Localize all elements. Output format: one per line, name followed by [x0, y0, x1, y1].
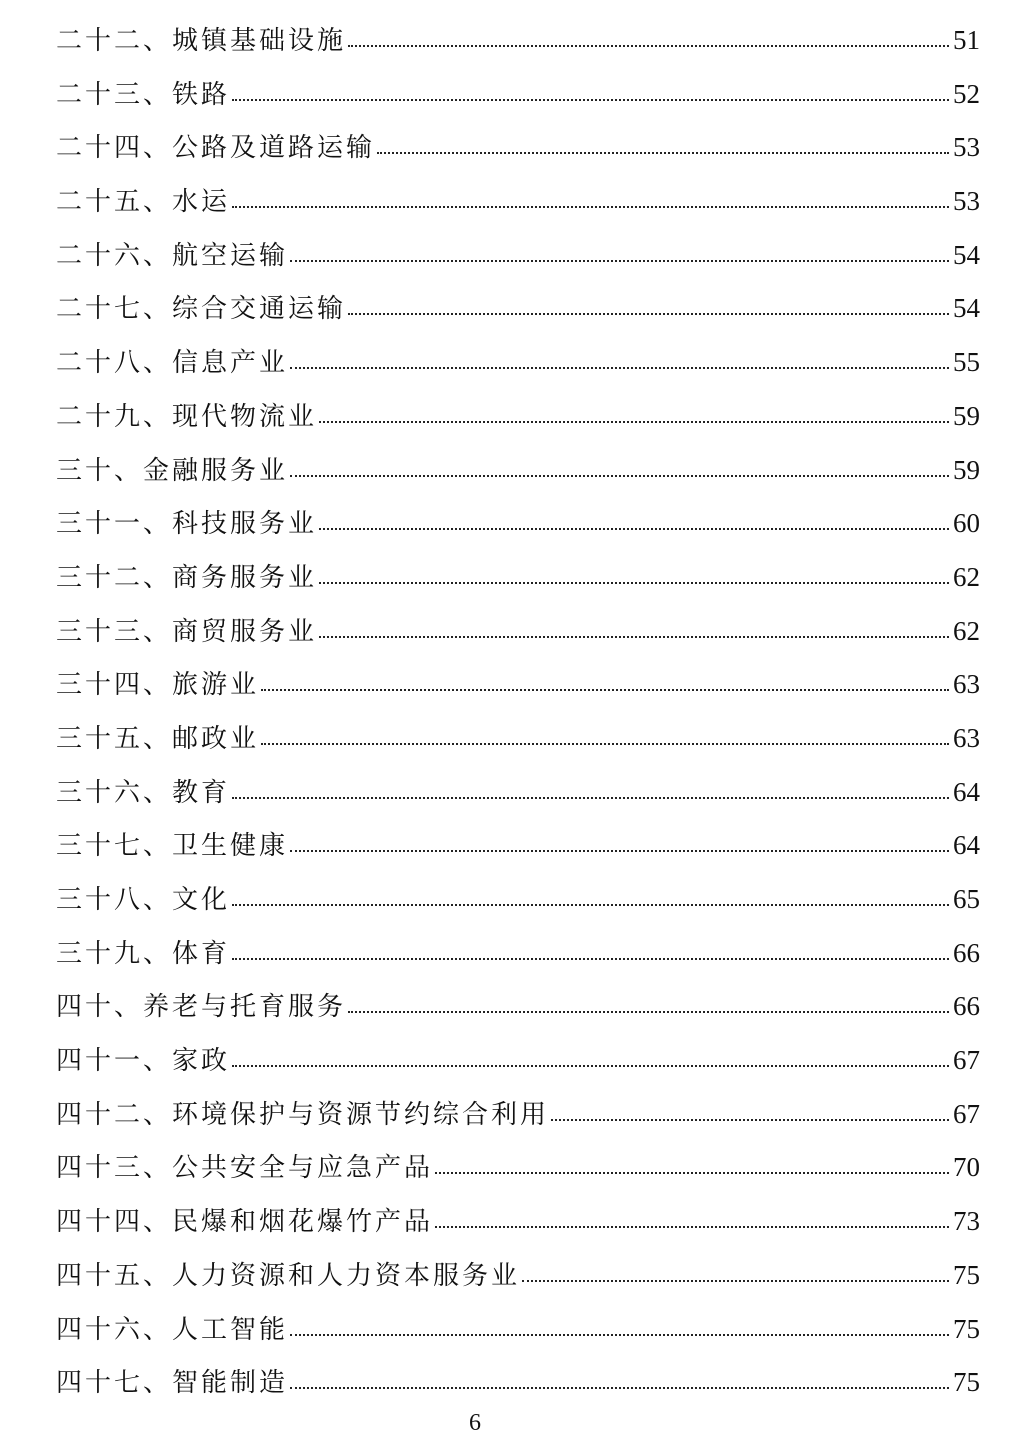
toc-entry[interactable] [56, 1088, 980, 1142]
toc-entry-page: 66 [953, 937, 980, 968]
toc-entry[interactable] [56, 229, 980, 283]
toc-entry-page: 53 [953, 186, 980, 217]
toc-entry-title: 三十八、文化 [56, 885, 231, 915]
table-of-contents [56, 14, 980, 1410]
toc-entry[interactable] [56, 121, 980, 175]
toc-dot-leader [348, 1011, 949, 1013]
toc-entry-title: 四十一、家政 [56, 1046, 231, 1077]
page-number: 6 [469, 1410, 481, 1436]
toc-entry-title: 三十一、科技服务业 [56, 509, 318, 540]
toc-entry-title: 四十七、智能制造 [56, 1368, 289, 1399]
toc-entry[interactable] [56, 980, 980, 1034]
toc-entry-title: 三十、金融服务业 [56, 455, 289, 486]
toc-entry-page: 62 [953, 615, 980, 646]
toc-dot-leader [551, 1119, 949, 1121]
toc-entry[interactable] [56, 1195, 980, 1249]
toc-entry[interactable] [56, 68, 980, 122]
toc-entry-title: 三十二、商务服务业 [56, 562, 318, 593]
toc-entry[interactable] [56, 444, 980, 498]
toc-dot-leader [319, 421, 949, 423]
toc-entry[interactable] [56, 282, 980, 336]
toc-entry[interactable] [56, 14, 980, 68]
toc-entry-page: 70 [953, 1152, 980, 1183]
toc-dot-leader [348, 45, 949, 47]
toc-entry-page: 63 [953, 722, 980, 753]
toc-dot-leader [232, 958, 949, 960]
toc-entry-page: 75 [953, 1313, 980, 1344]
toc-entry[interactable] [56, 390, 980, 444]
toc-entry[interactable] [56, 336, 980, 390]
toc-entry-page: 59 [953, 400, 980, 431]
toc-entry-page: 60 [953, 508, 980, 539]
toc-entry-page: 64 [953, 830, 980, 861]
toc-entry-title: 四十三、公共安全与应急产品 [56, 1153, 434, 1184]
toc-dot-leader [290, 475, 949, 477]
toc-entry-title: 四十六、人工智能 [56, 1314, 289, 1345]
toc-entry-page: 53 [953, 132, 980, 163]
toc-dot-leader [377, 152, 949, 154]
toc-entry[interactable] [56, 497, 980, 551]
toc-entry-title: 三十九、体育 [56, 938, 231, 969]
toc-entry[interactable] [56, 873, 980, 927]
toc-entry-title: 二十九、现代物流业 [56, 401, 318, 432]
toc-entry-page: 75 [953, 1259, 980, 1290]
toc-entry-page: 75 [953, 1367, 980, 1398]
toc-entry-page: 54 [953, 293, 980, 324]
toc-entry-title: 三十六、教育 [56, 777, 231, 808]
toc-entry-title: 二十六、航空运输 [56, 240, 289, 271]
toc-entry-page: 63 [953, 669, 980, 700]
toc-dot-leader [290, 850, 949, 852]
toc-dot-leader [290, 1387, 949, 1389]
toc-dot-leader [319, 636, 949, 638]
toc-entry-title: 四十二、环境保护与资源节约综合利用 [56, 1099, 550, 1130]
toc-dot-leader [232, 206, 949, 208]
toc-entry-title: 二十七、综合交通运输 [56, 294, 347, 325]
toc-entry[interactable] [56, 927, 980, 981]
toc-entry[interactable] [56, 175, 980, 229]
toc-entry-page: 55 [953, 347, 980, 378]
toc-dot-leader [435, 1172, 949, 1174]
toc-dot-leader [290, 1334, 949, 1336]
toc-dot-leader [319, 528, 949, 530]
toc-entry-title: 四十四、民爆和烟花爆竹产品 [56, 1207, 434, 1238]
toc-entry-page: 54 [953, 239, 980, 270]
toc-entry-page: 73 [953, 1206, 980, 1237]
toc-dot-leader [435, 1226, 949, 1228]
toc-entry[interactable] [56, 819, 980, 873]
toc-dot-leader [348, 313, 949, 315]
toc-entry-title: 二十八、信息产业 [56, 348, 289, 379]
toc-entry-page: 52 [953, 78, 980, 109]
toc-entry-title: 二十五、水运 [56, 187, 231, 218]
toc-dot-leader [319, 582, 949, 584]
toc-entry-page: 67 [953, 1098, 980, 1129]
toc-dot-leader [232, 797, 949, 799]
toc-entry-page: 51 [953, 25, 980, 55]
toc-entry[interactable] [56, 1249, 980, 1303]
toc-entry[interactable] [56, 1034, 980, 1088]
toc-entry[interactable] [56, 766, 980, 820]
toc-entry-title: 四十、养老与托育服务 [56, 992, 347, 1023]
toc-entry-title: 三十五、邮政业 [56, 723, 260, 754]
toc-entry-page: 65 [953, 884, 980, 914]
toc-dot-leader [522, 1280, 949, 1282]
toc-entry-title: 二十二、城镇基础设施 [56, 26, 347, 56]
toc-dot-leader [232, 1065, 949, 1067]
toc-dot-leader [232, 99, 949, 101]
toc-entry-page: 59 [953, 454, 980, 485]
toc-entry-title: 三十七、卫生健康 [56, 831, 289, 862]
toc-entry[interactable] [56, 712, 980, 766]
toc-entry[interactable] [56, 1141, 980, 1195]
toc-entry-page: 64 [953, 776, 980, 807]
toc-entry[interactable] [56, 1356, 980, 1410]
toc-entry-title: 二十四、公路及道路运输 [56, 133, 376, 164]
toc-entry-title: 二十三、铁路 [56, 79, 231, 110]
toc-dot-leader [290, 367, 949, 369]
toc-dot-leader [232, 904, 949, 906]
toc-entry-title: 三十四、旅游业 [56, 670, 260, 701]
toc-entry-page: 66 [953, 991, 980, 1022]
toc-entry[interactable] [56, 658, 980, 712]
toc-dot-leader [261, 743, 949, 745]
toc-entry[interactable] [56, 1303, 980, 1357]
toc-entry-page: 67 [953, 1045, 980, 1076]
toc-entry-title: 四十五、人力资源和人力资本服务业 [56, 1260, 521, 1291]
toc-entry-title: 三十三、商贸服务业 [56, 616, 318, 647]
toc-entry-page: 62 [953, 561, 980, 592]
toc-dot-leader [261, 689, 949, 691]
toc-entry[interactable] [56, 551, 980, 605]
toc-entry[interactable] [56, 605, 980, 659]
toc-dot-leader [290, 260, 949, 262]
